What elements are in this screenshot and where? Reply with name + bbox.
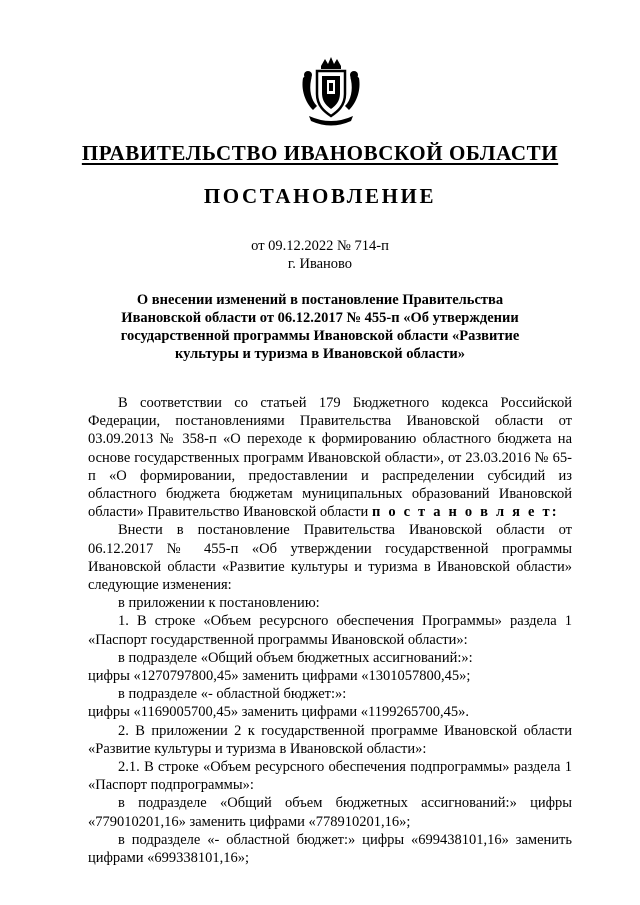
paragraph: цифры «1169005700,45» заменить цифрами «1199265700,45».	[88, 704, 469, 721]
paragraph: в подразделе «- областной бюджет:»:	[118, 686, 347, 703]
government-title	[0, 141, 640, 166]
preamble-text: В соответствии со статьей 179 Бюджетного кодекса Российской Федерации, постановлениями Правительства Ивановской области от 03.09.2013 № 358-п «О переходе к формированию областного бюджета на основе государственных программ Ивановской области», от 23.03.2016 № 65-п «О формировании, предоставлении и распределении субсидий из областного бюджета бюджетам муниципальных образований Ивановской области» Правительство Ивановской области	[88, 395, 572, 521]
decree-word: п о с т а н о в л я е т:	[371, 504, 559, 521]
paragraph: в приложении к постановлению:	[118, 595, 320, 612]
document-meta	[0, 237, 640, 273]
paragraph: в подразделе «Общий объем бюджетных ассигнований:» цифры «779010201,16» заменить цифрами «778910201,16»;	[88, 795, 572, 830]
government-name: ПРАВИТЕЛЬСТВО ИВАНОВСКОЙ ОБЛАСТИ	[81, 141, 559, 165]
paragraph: 1. В строке «Объем ресурсного обеспечения Программы» раздела 1 «Паспорт государственной программы Ивановской области»:	[88, 613, 572, 648]
paragraph: в подразделе «Общий объем бюджетных ассигнований:»:	[118, 649, 473, 666]
paragraph: цифры «1270797800,45» заменить цифрами «1301057800,45»;	[88, 668, 471, 685]
document-body	[88, 394, 572, 867]
paragraph: в подразделе «- областной бюджет:» цифры «699438101,16» заменить цифрами «699338101,16»;	[88, 831, 572, 867]
paragraph: 2.1. В строке «Объем ресурсного обеспечения подпрограммы» раздела 1 «Паспорт подпрограммы»:	[88, 759, 572, 794]
paragraph: 2. В приложении 2 к государственной программе Ивановской области «Развитие культуры и туризма в Ивановской области»:	[88, 722, 572, 757]
date-number: от 09.12.2022 № 714-п	[251, 238, 389, 254]
preamble-paragraph	[88, 394, 572, 521]
coat-of-arms-icon	[299, 56, 363, 128]
paragraph: Внести в постановление Правительства Ивановской области от 06.12.2017 № 455-п «Об утверждении государственной программы Ивановской области «Развитие культуры и туризма в Ивановской области» следующие изменения:	[88, 522, 572, 594]
document-subject: О внесении изменений в постановление Правительства Ивановской области от 06.12.2017 № 455-п «Об утверждении государственной программы Ивановской области «Развитие культуры и туризма в Ивановской области»	[120, 292, 520, 362]
document-type: ПОСТАНОВЛЕНИЕ	[203, 184, 437, 208]
city: г. Иваново	[287, 256, 353, 272]
